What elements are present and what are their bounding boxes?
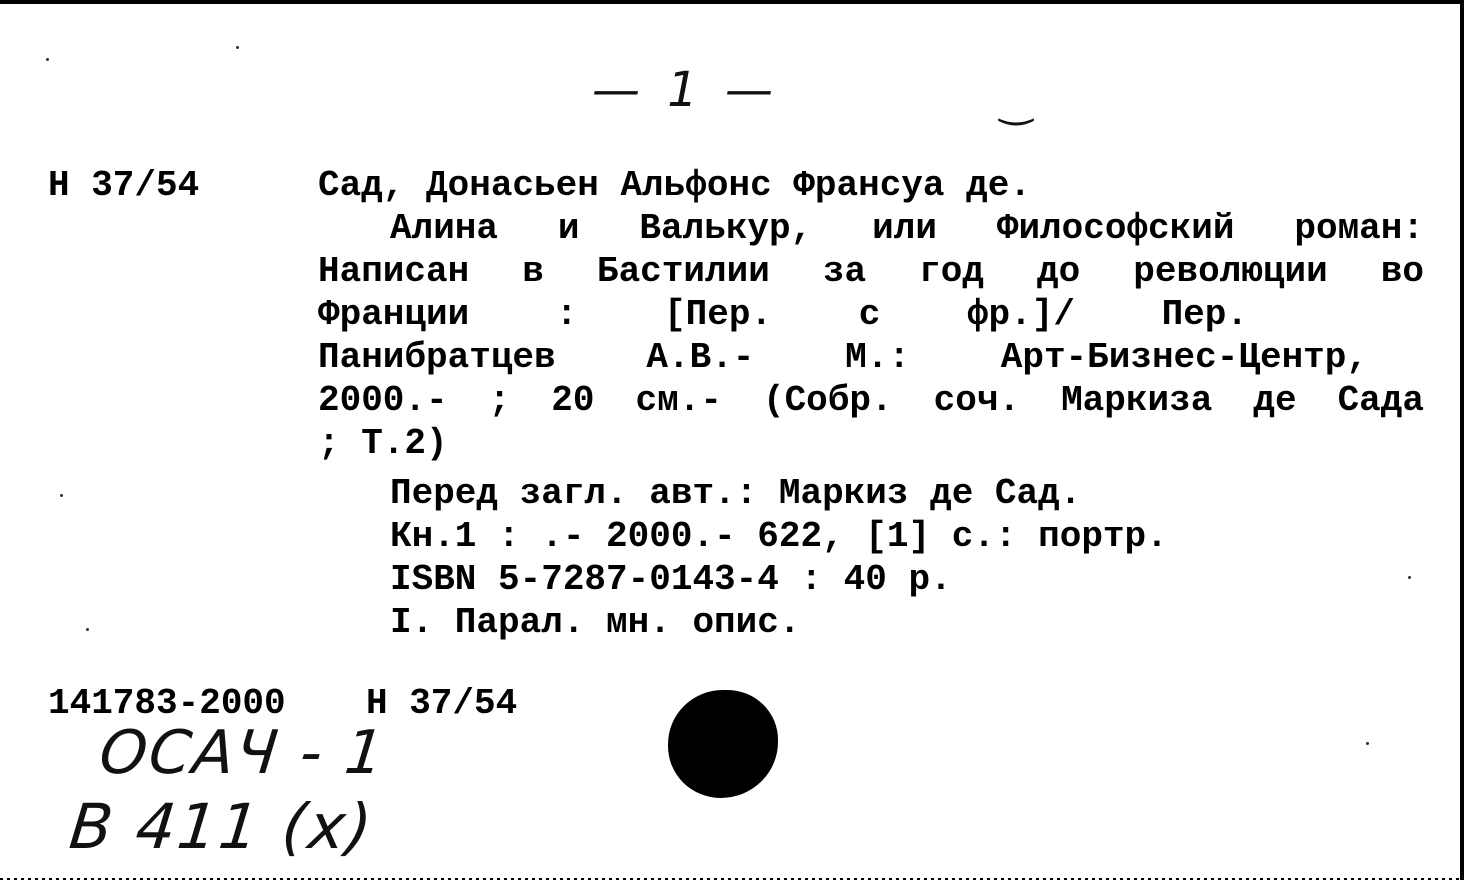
title-line-1: Алина и Валькур, или Философский роман:	[390, 208, 1424, 249]
bibliographic-description	[318, 164, 1424, 465]
note-parallel-description: I. Парал. мн. опис.	[390, 602, 801, 643]
shelfmark-bottom: Н 37/54	[366, 683, 518, 724]
handwritten-code-1: ОСАЧ - 1	[96, 718, 389, 788]
scan-speck	[236, 46, 239, 49]
ink-stamp-blot	[668, 690, 778, 798]
scan-speck	[1366, 742, 1369, 745]
title-line-5: 2000.- ; 20 см.- (Собр. соч. Маркиза де Сада	[318, 380, 1424, 421]
title-line-3: Франции : [Пер. с фр.]/ Пер.	[318, 294, 1248, 335]
accession-number: 141783-2000	[48, 683, 286, 724]
title-line-2: Написан в Бастилии за год до революции во	[318, 251, 1424, 292]
author-heading: Сад, Донасьен Альфонс Франсуа де.	[318, 165, 1031, 206]
page-number: — 1 —	[592, 62, 780, 118]
handwritten-code-2: В 411 (х)	[66, 790, 378, 863]
scan-speck	[1408, 576, 1411, 579]
note-author: Перед загл. авт.: Маркиз де Сад.	[390, 473, 1082, 514]
card-border-right	[1460, 0, 1464, 880]
note-isbn: ISBN 5-7287-0143-4 : 40 р.	[390, 559, 952, 600]
scan-speck	[86, 628, 89, 631]
notes-block	[390, 472, 1168, 644]
title-line-4: Панибратцев А.В.- М.: Арт-Бизнес-Центр,	[318, 337, 1368, 378]
shelfmark: Н 37/54	[48, 165, 200, 206]
note-pagination: Кн.1 : .- 2000.- 622, [1] с.: портр.	[390, 516, 1168, 557]
scan-speck	[46, 58, 49, 61]
card-border-top	[0, 0, 1464, 4]
title-line-6: ; Т.2)	[318, 423, 448, 464]
scan-speck	[60, 494, 63, 497]
pencil-mark: ‿	[1000, 80, 1033, 126]
